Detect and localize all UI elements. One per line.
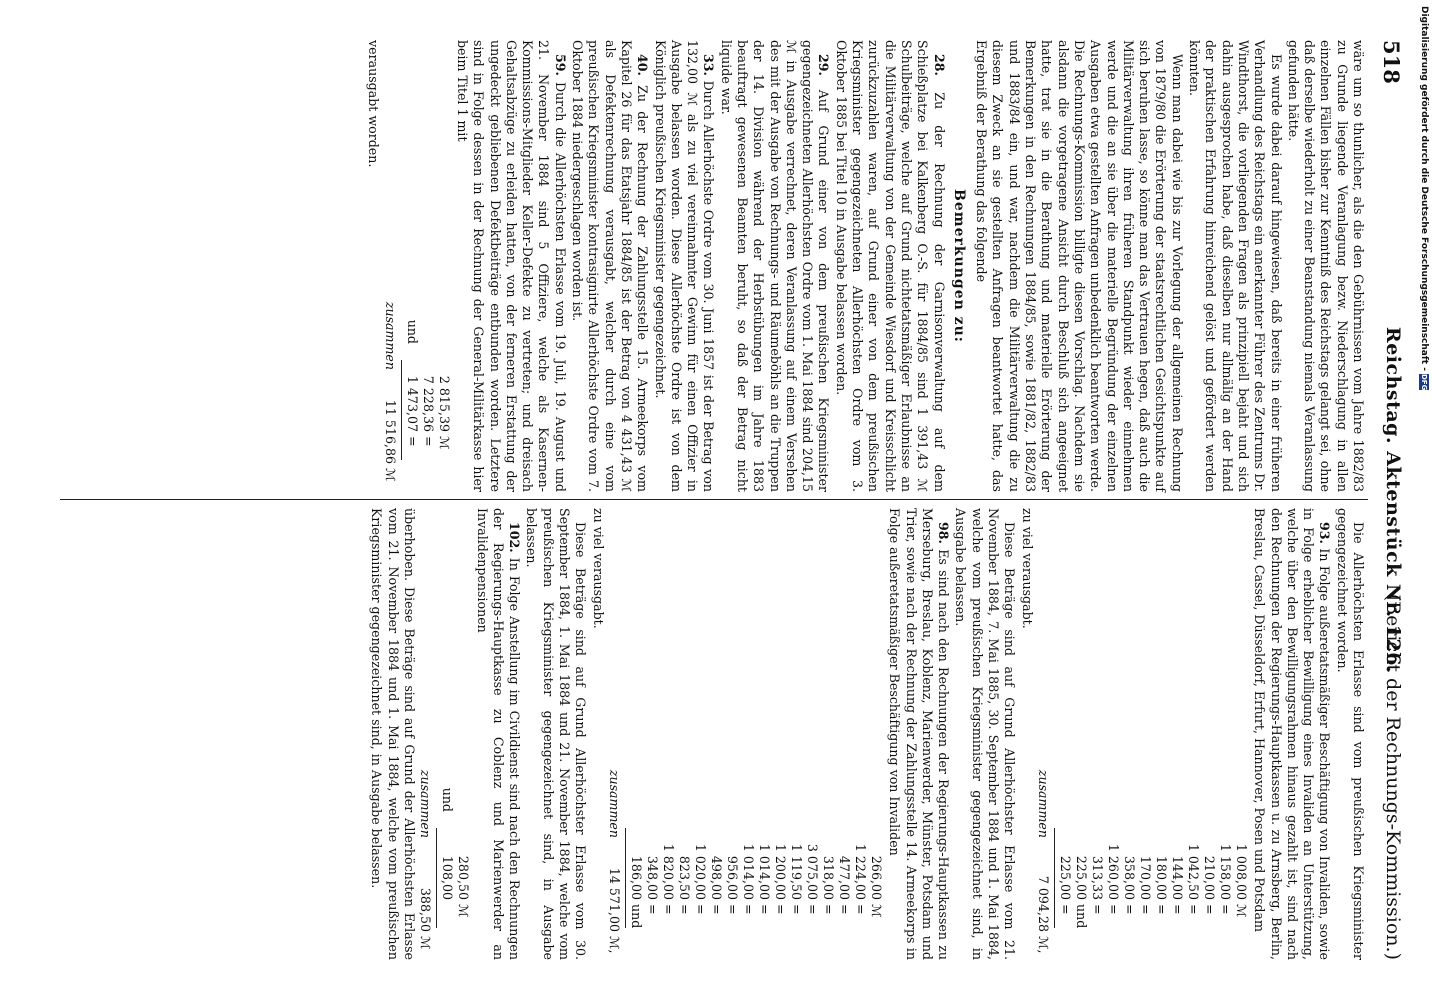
- amount-row: [1089, 728, 1105, 928]
- paragraph-text: Zu der Rechnung der Zahlungsstelle 15. Armeekorps vom Kapitel 26 für das Etatsjahr 1884/85 ist der Betrag von 4 431,43 ℳ als Defektenrechnung verausgabt, welcher durch eine vom preußischen Kriegsminister kontrasignirte Allerhöchste Ordre vom 7. Oktober 1884 niedergeschlagen worden ist.: [570, 40, 651, 492]
- item-number: 29.: [816, 54, 832, 76]
- amount-row: [1057, 728, 1073, 928]
- paragraph: überhoben. Diese Beträge sind auf Grund der Allerhöchsten Erlasse vom 21. November 1884 und 1. Mai 1884, welche vom preußischen Kriegsminister gegengezeichnet sind, in Ausgabe belassen.: [369, 508, 417, 960]
- total-label: zusammen: [606, 769, 622, 838]
- amount-unit: =: [1057, 904, 1073, 915]
- amount-value: 1 473,07: [404, 375, 420, 432]
- amount-row: [852, 728, 868, 928]
- amount-unit: =: [660, 904, 676, 915]
- section-heading: Bemerkungen zu:: [950, 189, 967, 343]
- paragraph-text: Durch die Allerhöchsten Erlasse vom 19. Juli, 19. August und 21. November 1884 sind 5 Offiziere, welche als Kasernen-Kommissions-Mitglieder Keller-Defekte zu vertreten; und dreisach Gehaltsabzüge zu erleiden hatten, von der ferneren Erstattung der ungedeckt gebliebenen Defektbeiträge entbunden worden. Letztere sind in Folge dessen in der Rechnung der General-Militärkasse hier beim Titel 1 mit: [454, 40, 568, 492]
- amount-row: [1217, 728, 1233, 928]
- amount-row: [1105, 728, 1121, 928]
- amount-value: 1 260,00: [1105, 843, 1121, 900]
- amount-row: [836, 728, 852, 928]
- amount-list: [439, 728, 471, 928]
- sum-rule: [1054, 828, 1055, 928]
- paragraph-text: Auf Grund einer von dem preußischen Kriegsminister gegengezeichneten Allerhöchsten Ordre vom 1. Mai 1884 sind 204,15 ℳ in Ausgabe verrechnet, deren Veranlassung auf einem Versehen des mit der Ausgabe von Rechnungs- und Räumeböhls an die Truppen der 14. Division während der Herbstübungen im Jahre 1883 beauftragt gewesenen Beamten beruht, so daß der Betrag nicht liquide war.: [718, 40, 832, 492]
- amount-row: [1073, 728, 1089, 928]
- amount-row: [628, 728, 644, 928]
- amount-row: [420, 260, 436, 460]
- amount-value: 3 075,00: [804, 843, 820, 900]
- paragraph: wäre um so thunlicher, als die den Gebührnissen vom Jahre 1882/83 zu Grunde liegende Veranlagung bezw. Niederschlagung in allen einzelnen Fällen bisher zur Kenntniß des Reichstags gelangt sei, ohne daß derselbe wiederholt zu einer Beanstandung niemals Veranlassung gefunden hätte.: [1285, 40, 1366, 492]
- amount-unit: =: [804, 904, 820, 915]
- amount-value: 956,00: [724, 855, 740, 900]
- amount-unit: =: [724, 904, 740, 915]
- amount-value: 498,00: [708, 855, 724, 900]
- amount-unit: =: [708, 904, 724, 915]
- amount-row: [1121, 728, 1137, 928]
- amount-row: [1137, 728, 1153, 928]
- amount-unit: =: [1153, 904, 1169, 915]
- numbered-paragraph: [886, 508, 951, 960]
- amount-unit: =: [1137, 904, 1153, 915]
- total-unit: ℳ: [382, 468, 398, 482]
- amount-value: 144,00: [1169, 855, 1185, 900]
- amount-value: 280,50: [456, 855, 472, 900]
- numbered-paragraph: [569, 40, 650, 492]
- amount-value: 266,00: [868, 855, 884, 900]
- paragraph: Die Allerhöchsten Erlasse sind vom preußischen Kriegsminister gegengezeichnet worden.: [1334, 508, 1366, 960]
- amount-unit: =: [676, 904, 692, 915]
- amount-unit: =: [740, 904, 756, 915]
- amount-unit: ℳ: [436, 436, 452, 450]
- left-column: [40, 40, 1366, 492]
- digitization-credit: [1417, 6, 1429, 1000]
- amount-unit: und: [1073, 904, 1089, 929]
- amount-value: 1 020,00: [692, 843, 708, 900]
- amount-unit: =: [1121, 904, 1137, 915]
- numbered-paragraph: [454, 40, 568, 492]
- running-title: Reichstag. Aktenstück Nr. 126.: [1382, 326, 1404, 674]
- amount-unit: =: [836, 904, 852, 915]
- amount-row: [820, 728, 836, 928]
- amount-row: [676, 728, 692, 928]
- numbered-paragraph: [651, 40, 716, 492]
- amount-list: [404, 260, 452, 460]
- amount-value: 1 008,00: [1233, 843, 1249, 900]
- amount-unit: =: [692, 904, 708, 915]
- amount-unit: ℳ: [456, 904, 472, 918]
- amount-unit: und: [628, 904, 644, 929]
- amount-value: 477,00: [836, 855, 852, 900]
- amount-unit: =: [404, 436, 420, 447]
- sum-rule: [401, 360, 402, 460]
- paragraph: Diese Beträge sind auf Grund Allerhöchster Erlasse vom 30. September 1884, 1. Mai 1884 und 21. November 1884, welche vom preußischen Kriegsminister gegengezeichnet sind, in Ausgabe belassen.: [524, 508, 589, 960]
- numbered-paragraph: [717, 40, 831, 492]
- amount-value: 1 042,50: [1185, 843, 1201, 900]
- paragraph: zu viel verausgabt.: [590, 508, 606, 629]
- amount-value: 1 014,00: [756, 843, 772, 900]
- paragraph-text: In Folge Anstellung im Civildienst sind nach den Rechnungen der Regierungs-Hauptkasse zu Coblenz und Marienwerder an Invalidenpensionen: [474, 508, 523, 960]
- amount-prefix: und: [404, 319, 420, 344]
- amount-unit: ℳ: [1233, 904, 1249, 918]
- amount-value: 225,00: [1057, 855, 1073, 900]
- amount-unit: =: [1105, 904, 1121, 915]
- total-value: 7 094,28: [1035, 875, 1051, 932]
- total-row: [417, 508, 433, 960]
- amount-value: 358,00: [1121, 855, 1137, 900]
- amount-row: [436, 260, 452, 460]
- amount-unit: =: [1217, 904, 1233, 915]
- amount-row: [708, 728, 724, 928]
- amount-unit: ℳ: [868, 904, 884, 918]
- item-number: 93.: [1317, 522, 1333, 544]
- amount-unit: =: [1089, 904, 1105, 915]
- amount-unit: =: [644, 904, 660, 915]
- paragraph-text: Es sind nach den Rechnungen der Regierungs-Hauptkassen zu Merseburg, Breslau, Koblenz, Marienwerder, Münster, Potsdam und Trier, sowie nach der Rechnung der Zahlungsstelle 14. Armeekorps in Folge außeretatsmäßiger Beschäftigung von Invaliden: [887, 508, 952, 960]
- paragraph: Wenn man dabei wie bis zur Vorlegung der allgemeinen Rechnung von 1879/80 die Erörterung der staatsrechtlichen Gesichtspunkte auf sich beruhen lasse, so könne man das Vertrauen hegen, daß auch die Militärverwaltung ihren früheren Standpunkt wieder einnehmen werde und die an sie über die materielle Begründung der einzelnen Ausgaben etwa gestellten Anfragen unbedenklich beantworten werde. Die Rechnungs-Kommission billigte diesen Vorschlag. Nachdem sie alsdann die vorgetragene Ansicht durch Beschluß sich angeeignet hatte, trat sie in die Berathung und materielle Erörterung der Bemerkungen in den Rechnungen 1884/85, sowie 1881/82, 1882/83 und 1883/84 ein, und war, nachdem die Militärverwaltung die zu diesem Zweck an sie gestellten Anfragen beantwortet hatte, das Ergebniß der Berathung das folgende: [974, 40, 1185, 492]
- amount-value: 1 820,00: [660, 843, 676, 900]
- credit-text: Digitalisierung gefördert durch die Deutsche Forschungsgemeinschaft -: [1419, 6, 1429, 371]
- right-column: [40, 508, 1366, 960]
- total-value: 388,50: [418, 887, 434, 932]
- total-label: zusammen: [1035, 769, 1051, 838]
- amount-row: [404, 260, 420, 460]
- item-number: 28.: [931, 54, 947, 76]
- amount-list: [1057, 728, 1249, 928]
- amount-unit: =: [1201, 904, 1217, 915]
- amount-value: 180,00: [1153, 855, 1169, 900]
- amount-unit: =: [788, 904, 804, 915]
- paragraph-text: In Folge außeretatsmäßiger Beschäftigung von Invaliden, sowie in Folge erheblicher Bewilligung eines Invaliden an Unterstützung, welche über den Bewilligungsrahmen hinaus gezahlt ist, sind nach den Rechnungen der Regierungs-Hauptkassen u. zu Arnsberg, Berlin, Breslau, Cassel, Düsseldorf, Erfurt, Hannover, Posen und Potsdam: [1252, 508, 1333, 960]
- amount-row: [1153, 728, 1169, 928]
- sum-rule: [625, 828, 626, 928]
- amount-value: 7 228,36: [420, 375, 436, 432]
- total-label: zusammen: [418, 769, 434, 838]
- amount-value: 1 224,00: [852, 843, 868, 900]
- amount-row: [439, 728, 455, 928]
- amount-value: 170,00: [1137, 855, 1153, 900]
- amount-value: 186,00: [628, 855, 644, 900]
- total-row: [606, 508, 622, 960]
- amount-unit: =: [756, 904, 772, 915]
- paragraph: Es wurde dabei darauf hingewiesen, daß bereits in einer früheren Verhandlung des Reichstags ein anerkannter Führer des Zentrums Dr. Windthorst, die vorliegenden Fragen als prinzipiell bejaht und sich dahin ausgesprochen habe, daß dieselben nur allmälig an der Hand der praktischen Erfahrung hinreichend gelöst und gefördert werden könnten.: [1187, 40, 1284, 492]
- amount-value: 318,00: [820, 855, 836, 900]
- amount-unit: [439, 900, 455, 928]
- amount-row: [1201, 728, 1217, 928]
- amount-row: [740, 728, 756, 928]
- amount-value: 225,00: [1073, 855, 1089, 900]
- numbered-paragraph: [1251, 508, 1332, 960]
- item-number: 40.: [635, 54, 651, 76]
- amount-value: 823,50: [676, 855, 692, 900]
- amount-unit: =: [420, 436, 436, 447]
- paragraph-text: Durch Allerhöchste Ordre vom 30. Juni 1857 ist der Betrag von 132,00 ℳ als zu viel vereinnahmter Gewinn für einen Offizier in Ausgabe belassen worden. Diese Allerhöchste Ordre ist von dem Königlich preußischen Kriegsminister gegengezeichnet.: [652, 40, 717, 492]
- amount-value: 1 200,00: [772, 843, 788, 900]
- amount-row: [455, 728, 471, 928]
- total-value: 11 516,86: [382, 399, 398, 464]
- numbered-paragraph: [473, 508, 522, 960]
- amount-value: 1 119,50: [788, 843, 804, 900]
- total-unit: ℳ,: [606, 936, 622, 954]
- amount-row: [788, 728, 804, 928]
- page-number: 518: [1379, 40, 1404, 84]
- total-unit: ℳ: [418, 936, 434, 950]
- total-row: [1035, 508, 1051, 960]
- total-value: 14 571,00: [606, 867, 622, 932]
- amount-value: 1 014,00: [740, 843, 756, 900]
- sum-rule: [436, 828, 437, 928]
- amount-row: [804, 728, 820, 928]
- amount-value: 210,00: [1201, 855, 1217, 900]
- paragraph-text: Zu der Rechnung der Garnisonverwaltung auf dem Schießplatze bei Kalkenberg O.-S. für 1884/85 sind 1 391,43 ℳ Schulbeiträge, welche auf Grund nichtetatsmäßiger Erlaubnisse an die Militärverwaltung von der Gemeinde Wiesdorf und Kreisschlicht zurückzuzahlen waren, auf Grund einer von dem preußischen Kriegsminister gegengezeichneten Allerhöchsten Ordre vom 3. Oktober 1885 bei Titel 10 in Ausgabe belassen worden.: [833, 40, 947, 492]
- amount-row: [724, 728, 740, 928]
- amount-value: 348,00: [644, 855, 660, 900]
- amount-value: 1 158,00: [1217, 843, 1233, 900]
- amount-unit: =: [820, 904, 836, 915]
- item-number: 33.: [701, 54, 717, 76]
- item-number: 102.: [507, 522, 523, 553]
- amount-unit: =: [1185, 904, 1201, 915]
- column-divider: [60, 499, 1368, 500]
- paragraph: Diese Beträge sind auf Grund Allerhöchster Erlasse vom 21. November 1884, 7. Mai 1885, 30. September 1884 und 1. Mai 1884, welche vom preußischen Kriegsminister gegengezeichnet sind, in Ausgabe belassen.: [953, 508, 1018, 960]
- paragraph: verausgabt worden.: [366, 40, 382, 168]
- amount-row: [868, 728, 884, 928]
- dfg-logo: DFG: [1420, 374, 1428, 391]
- total-label: zusammen: [382, 301, 398, 370]
- section-title: (Bericht der Rechnungs-Kommission.): [1382, 593, 1404, 960]
- amount-value: 2 815,39: [436, 375, 452, 432]
- item-number: 98.: [936, 522, 952, 544]
- amount-value: 313,33: [1089, 855, 1105, 900]
- item-number: 59.: [552, 54, 568, 76]
- numbered-paragraph: [833, 40, 947, 492]
- amount-row: [1185, 728, 1201, 928]
- amount-row: [1233, 728, 1249, 928]
- total-unit: ℳ,: [1035, 936, 1051, 954]
- amount-prefix: und: [440, 787, 456, 812]
- page-header: [1374, 40, 1404, 960]
- amount-unit: =: [1169, 904, 1185, 915]
- total-row: [381, 40, 397, 492]
- amount-row: [692, 728, 708, 928]
- amount-row: [644, 728, 660, 928]
- amount-row: [756, 728, 772, 928]
- amount-unit: =: [852, 904, 868, 915]
- amount-row: [660, 728, 676, 928]
- amount-row: [1169, 728, 1185, 928]
- amount-row: [772, 728, 788, 928]
- paragraph: zu viel verausgabt.: [1019, 508, 1035, 629]
- amount-value: 108,00: [440, 855, 456, 900]
- amount-list: [628, 728, 884, 928]
- amount-unit: =: [772, 904, 788, 915]
